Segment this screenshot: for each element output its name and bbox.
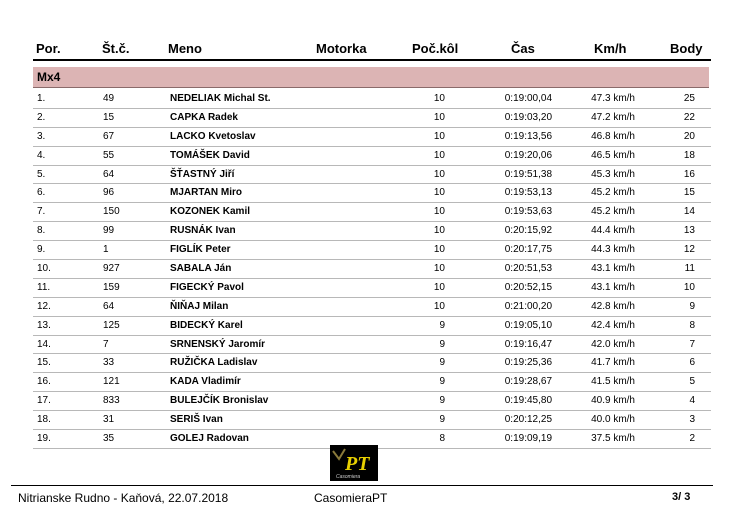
cell-laps: 9 — [439, 395, 445, 407]
cell-start-number: 31 — [103, 414, 115, 426]
cell-position: 19. — [37, 433, 51, 445]
cell-rider-name: MJARTAN Miro — [170, 187, 243, 199]
cell-speed: 43.1 km/h — [591, 281, 635, 293]
cell-laps: 10 — [433, 263, 445, 275]
cell-points: 20 — [683, 130, 695, 142]
cell-laps: 10 — [433, 244, 445, 256]
table-row — [33, 90, 711, 109]
table-row — [33, 147, 711, 166]
cell-time: 0:19:03,20 — [504, 111, 552, 123]
cell-rider-name: FIGECKÝ Pavol — [170, 281, 244, 293]
table-row — [33, 128, 711, 147]
table-row — [33, 411, 711, 430]
cell-rider-name: BIDECKÝ Karel — [170, 319, 243, 331]
cell-position: 16. — [37, 376, 51, 388]
cell-start-number: 64 — [103, 168, 115, 180]
cell-time: 0:19:13,56 — [504, 130, 552, 142]
cell-start-number: 125 — [103, 319, 120, 331]
cell-laps: 10 — [433, 206, 445, 218]
cell-time: 0:19:28,67 — [504, 376, 552, 388]
cell-laps: 9 — [439, 319, 445, 331]
cell-speed: 40.0 km/h — [591, 414, 635, 426]
cell-points: 15 — [683, 187, 695, 199]
cell-points: 13 — [683, 225, 695, 237]
cell-time: 0:19:09,19 — [504, 433, 552, 445]
cell-position: 15. — [37, 357, 51, 369]
cell-time: 0:19:25,36 — [504, 357, 552, 369]
cell-points: 4 — [689, 395, 695, 407]
cell-start-number: 67 — [103, 130, 115, 142]
col-header-bike: Motorka — [316, 41, 367, 56]
cell-position: 14. — [37, 338, 51, 350]
cell-start-number: 99 — [103, 225, 115, 237]
cell-points: 2 — [689, 433, 695, 445]
cell-points: 9 — [689, 300, 695, 312]
cell-laps: 10 — [433, 300, 445, 312]
cell-points: 7 — [689, 338, 695, 350]
cell-laps: 9 — [439, 357, 445, 369]
cell-position: 9. — [37, 244, 46, 256]
cell-laps: 10 — [433, 149, 445, 161]
cell-start-number: 15 — [103, 111, 115, 123]
col-header-laps: Poč.kôl — [412, 41, 459, 56]
logo-letters: PT — [345, 453, 370, 475]
table-row — [33, 109, 711, 128]
cell-position: 17. — [37, 395, 51, 407]
cell-position: 4. — [37, 149, 46, 161]
cell-time: 0:19:00,04 — [504, 93, 552, 104]
cell-rider-name: LACKO Kvetoslav — [170, 130, 256, 142]
table-row — [33, 279, 711, 298]
cell-laps: 10 — [433, 168, 445, 180]
cell-time: 0:19:53,13 — [504, 187, 552, 199]
cell-time: 0:19:53,63 — [504, 206, 552, 218]
cell-start-number: 49 — [103, 93, 115, 104]
cell-rider-name: SABALA Ján — [170, 263, 232, 275]
logo-caption: Casomiera — [336, 474, 361, 480]
cell-time: 0:21:00,20 — [504, 300, 552, 312]
cell-speed: 45.2 km/h — [591, 206, 635, 218]
cell-position: 2. — [37, 111, 46, 123]
cell-points: 16 — [683, 168, 695, 180]
cell-start-number: 121 — [103, 376, 120, 388]
cell-points: 6 — [689, 357, 695, 369]
cell-rider-name: KOZONEK Kamil — [170, 206, 251, 218]
cell-start-number: 159 — [103, 281, 120, 293]
cell-position: 1. — [37, 93, 46, 104]
cell-speed: 47.3 km/h — [591, 93, 635, 104]
col-header-speed: Km/h — [594, 41, 627, 56]
table-row — [33, 260, 711, 279]
cell-start-number: 927 — [103, 263, 120, 275]
cell-laps: 10 — [433, 130, 445, 142]
cell-rider-name: SERIŠ Ivan — [170, 414, 223, 426]
col-header-start-no: Št.č. — [102, 41, 130, 56]
cell-position: 8. — [37, 225, 46, 237]
cell-speed: 41.5 km/h — [591, 376, 635, 388]
cell-position: 5. — [37, 168, 46, 180]
cell-speed: 44.4 km/h — [591, 225, 635, 237]
footer-location-date: Nitrianske Rudno - Kaňová, 22.07.2018 — [18, 491, 229, 505]
cell-rider-name: RUSNÁK Ivan — [170, 225, 236, 237]
cell-laps: 10 — [433, 281, 445, 293]
cell-position: 18. — [37, 414, 51, 426]
cell-time: 0:19:51,38 — [504, 168, 552, 180]
results-table — [0, 90, 744, 449]
category-band — [33, 67, 709, 88]
cell-time: 0:19:05,10 — [504, 319, 552, 331]
cell-rider-name: GOLEJ Radovan — [170, 433, 249, 445]
cell-points: 11 — [684, 263, 695, 275]
cell-rider-name: NEDELIAK Michal St. — [170, 93, 271, 104]
table-row — [33, 184, 711, 203]
cell-rider-name: TOMÁŠEK David — [170, 149, 250, 161]
cell-points: 18 — [683, 149, 695, 161]
cell-rider-name: CAPKA Radek — [170, 111, 238, 123]
cell-start-number: 33 — [103, 357, 115, 369]
cell-points: 22 — [683, 111, 695, 123]
cell-time: 0:20:15,92 — [504, 225, 552, 237]
cell-laps: 9 — [439, 338, 445, 350]
header-divider — [33, 59, 711, 61]
cell-time: 0:19:20,06 — [504, 149, 552, 161]
footer-divider — [11, 485, 713, 486]
cell-points: 5 — [689, 376, 695, 388]
logo-mark — [330, 445, 378, 481]
cell-points: 8 — [689, 319, 695, 331]
footer-organizer: CasomieraPT — [314, 491, 388, 505]
cell-time: 0:19:45,80 — [504, 395, 552, 407]
cell-points: 10 — [683, 281, 695, 293]
cell-time: 0:20:51,53 — [504, 263, 552, 275]
cell-time: 0:19:16,47 — [504, 338, 552, 350]
table-row — [33, 222, 711, 241]
footer-page-number: 3/ 3 — [672, 491, 691, 503]
cell-laps: 10 — [433, 93, 445, 104]
cell-time: 0:20:12,25 — [504, 414, 552, 426]
cell-speed: 42.4 km/h — [591, 319, 635, 331]
cell-speed: 41.7 km/h — [591, 357, 635, 369]
category-label: Mx4 — [37, 70, 61, 84]
cell-rider-name: RUŽIČKA Ladislav — [170, 357, 258, 369]
cell-speed: 40.9 km/h — [591, 395, 635, 407]
cell-start-number: 35 — [103, 433, 115, 445]
table-row — [33, 373, 711, 392]
col-header-points: Body — [670, 41, 703, 56]
cell-rider-name: ŠŤASTNÝ Jiří — [170, 168, 235, 180]
cell-speed: 45.2 km/h — [591, 187, 635, 199]
cell-points: 12 — [683, 244, 695, 256]
table-header — [0, 41, 744, 59]
cell-speed: 42.8 km/h — [591, 300, 635, 312]
cell-position: 10. — [37, 263, 51, 275]
cell-position: 3. — [37, 130, 46, 142]
cell-speed: 43.1 km/h — [591, 263, 635, 275]
cell-points: 3 — [689, 414, 695, 426]
cell-points: 25 — [683, 93, 695, 104]
cell-rider-name: SRNENSKÝ Jaromír — [170, 338, 266, 350]
cell-laps: 10 — [433, 187, 445, 199]
cell-points: 14 — [683, 206, 695, 218]
table-row — [33, 166, 711, 185]
cell-start-number: 55 — [103, 149, 115, 161]
table-row — [33, 336, 711, 355]
cell-rider-name: ŇIŇAJ Milan — [170, 300, 229, 312]
col-header-pos: Por. — [36, 41, 61, 56]
cell-position: 13. — [37, 319, 51, 331]
cell-position: 11. — [37, 281, 51, 293]
cell-position: 7. — [37, 206, 46, 218]
cell-speed: 47.2 km/h — [591, 111, 635, 123]
cell-start-number: 1 — [103, 244, 109, 256]
cell-rider-name: KADA Vladimír — [170, 376, 241, 388]
cell-speed: 37.5 km/h — [591, 433, 635, 445]
cell-speed: 44.3 km/h — [591, 244, 635, 256]
table-row — [33, 317, 711, 336]
table-row — [33, 203, 711, 222]
cell-speed: 46.5 km/h — [591, 149, 635, 161]
cell-speed: 46.8 km/h — [591, 130, 635, 142]
cell-start-number: 833 — [103, 395, 120, 407]
cell-laps: 10 — [433, 111, 445, 123]
cell-position: 12. — [37, 300, 51, 312]
cell-rider-name: FIGLÍK Peter — [170, 244, 231, 256]
cell-time: 0:20:52,15 — [504, 281, 552, 293]
cell-laps: 9 — [439, 414, 445, 426]
table-row — [33, 354, 711, 373]
table-row — [33, 392, 711, 411]
cell-laps: 8 — [439, 433, 445, 445]
cell-laps: 9 — [439, 376, 445, 388]
col-header-name: Meno — [168, 41, 202, 56]
table-row — [33, 298, 711, 317]
col-header-time: Čas — [511, 41, 535, 56]
cell-start-number: 96 — [103, 187, 115, 199]
cell-laps: 10 — [433, 225, 445, 237]
cell-position: 6. — [37, 187, 46, 199]
cell-start-number: 64 — [103, 300, 115, 312]
cell-speed: 45.3 km/h — [591, 168, 635, 180]
casomiera-logo — [330, 445, 378, 481]
cell-speed: 42.0 km/h — [591, 338, 635, 350]
table-row — [33, 241, 711, 260]
cell-rider-name: BULEJČÍK Bronislav — [170, 395, 269, 407]
cell-time: 0:20:17,75 — [504, 244, 552, 256]
cell-start-number: 150 — [103, 206, 120, 218]
cell-start-number: 7 — [103, 338, 109, 350]
